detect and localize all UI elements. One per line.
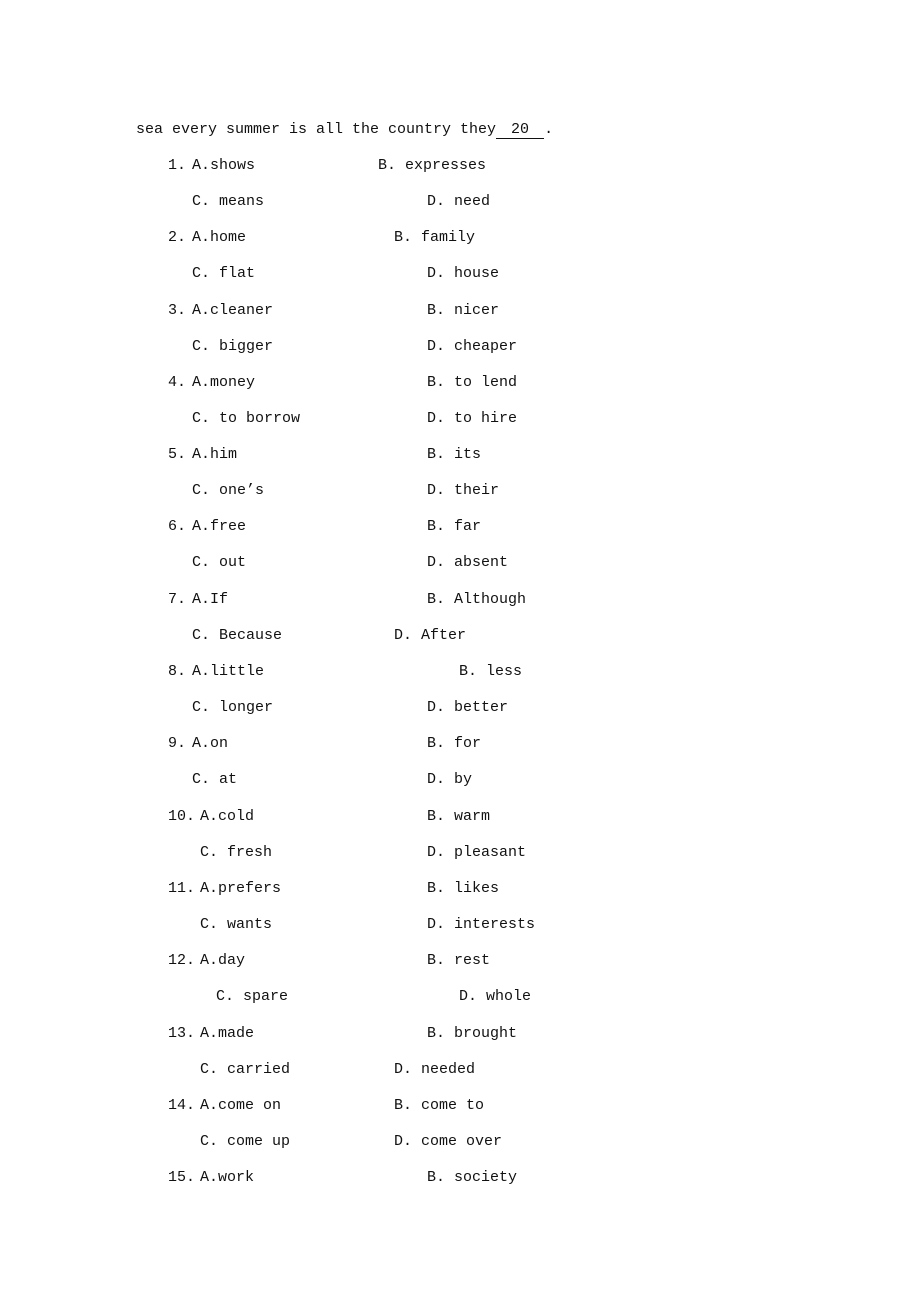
option-b: B. come to xyxy=(394,1097,485,1114)
option-a: A.him xyxy=(192,446,238,463)
option-c: C. one’s xyxy=(192,482,265,499)
question-number: 3. xyxy=(168,302,187,319)
option-b: B. brought xyxy=(427,1025,518,1042)
answer-blank xyxy=(496,122,544,139)
option-a: A.If xyxy=(192,591,229,608)
question-number: 5. xyxy=(168,446,187,463)
option-a: A.on xyxy=(192,735,229,752)
question-number: 1. xyxy=(168,157,187,174)
option-d: D. After xyxy=(394,627,467,644)
intro-text: sea every summer is all the country they xyxy=(136,121,497,138)
question-number: 14. xyxy=(168,1097,196,1114)
option-a: A.cleaner xyxy=(192,302,274,319)
option-a: A.shows xyxy=(192,157,256,174)
question-number: 2. xyxy=(168,229,187,246)
option-a: A.little xyxy=(192,663,265,680)
option-a: A.cold xyxy=(200,808,255,825)
option-c: C. bigger xyxy=(192,338,274,355)
question-number: 10. xyxy=(168,808,196,825)
option-b: B. family xyxy=(394,229,476,246)
option-d: D. their xyxy=(427,482,500,499)
option-a: A.money xyxy=(192,374,256,391)
option-c: C. fresh xyxy=(200,844,273,861)
option-d: D. to hire xyxy=(427,410,518,427)
option-b: B. to lend xyxy=(427,374,518,391)
blank-number: 20 xyxy=(511,121,530,138)
question-number: 4. xyxy=(168,374,187,391)
option-c: C. Because xyxy=(192,627,283,644)
question-number: 15. xyxy=(168,1169,196,1186)
option-c: C. wants xyxy=(200,916,273,933)
option-b: B. Although xyxy=(427,591,527,608)
option-b: B. expresses xyxy=(378,157,487,174)
option-b: B. for xyxy=(427,735,482,752)
option-a: A.free xyxy=(192,518,247,535)
question-number: 13. xyxy=(168,1025,196,1042)
option-c: C. to borrow xyxy=(192,410,301,427)
question-number: 8. xyxy=(168,663,187,680)
option-c: C. flat xyxy=(192,265,256,282)
option-d: D. need xyxy=(427,193,491,210)
option-d: D. house xyxy=(427,265,500,282)
option-d: D. absent xyxy=(427,554,509,571)
option-b: B. warm xyxy=(427,808,491,825)
option-c: C. means xyxy=(192,193,265,210)
option-d: D. whole xyxy=(459,988,532,1005)
question-number: 11. xyxy=(168,880,196,897)
option-c: C. longer xyxy=(192,699,274,716)
option-d: D. needed xyxy=(394,1061,476,1078)
option-c: C. at xyxy=(192,771,238,788)
option-b: B. its xyxy=(427,446,482,463)
option-d: D. by xyxy=(427,771,473,788)
option-a: A.day xyxy=(200,952,246,969)
question-number: 9. xyxy=(168,735,187,752)
option-b: B. far xyxy=(427,518,482,535)
option-b: B. nicer xyxy=(427,302,500,319)
option-a: A.home xyxy=(192,229,247,246)
question-number: 6. xyxy=(168,518,187,535)
option-c: C. come up xyxy=(200,1133,291,1150)
intro-line xyxy=(136,121,553,139)
option-b: B. rest xyxy=(427,952,491,969)
option-c: C. carried xyxy=(200,1061,291,1078)
option-c: C. spare xyxy=(216,988,289,1005)
option-d: D. pleasant xyxy=(427,844,527,861)
option-d: D. interests xyxy=(427,916,536,933)
option-b: B. likes xyxy=(427,880,500,897)
option-b: B. society xyxy=(427,1169,518,1186)
option-a: A.work xyxy=(200,1169,255,1186)
question-number: 12. xyxy=(168,952,196,969)
option-b: B. less xyxy=(459,663,523,680)
question-number: 7. xyxy=(168,591,187,608)
option-d: D. cheaper xyxy=(427,338,518,355)
option-a: A.made xyxy=(200,1025,255,1042)
option-d: D. come over xyxy=(394,1133,503,1150)
intro-end: . xyxy=(544,121,554,138)
option-d: D. better xyxy=(427,699,509,716)
option-a: A.come on xyxy=(200,1097,282,1114)
option-c: C. out xyxy=(192,554,247,571)
option-a: A.prefers xyxy=(200,880,282,897)
